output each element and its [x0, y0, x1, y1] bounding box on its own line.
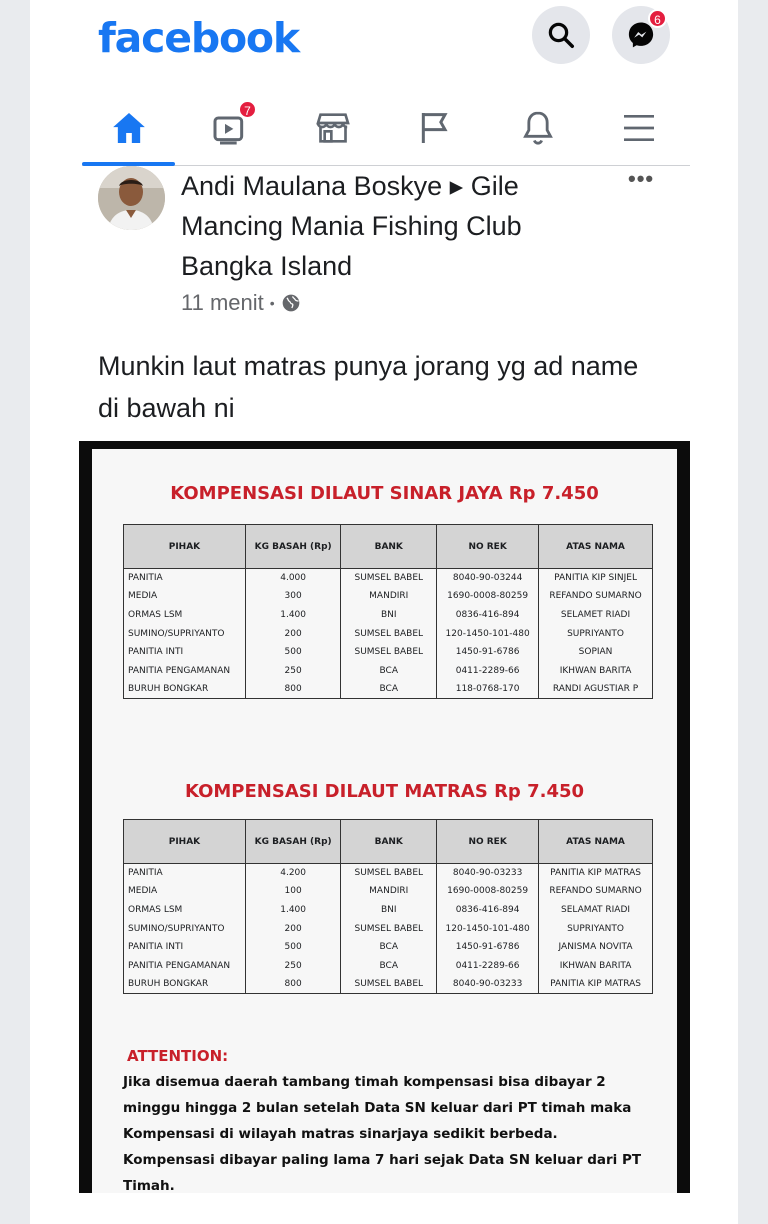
table-cell: 8040-90-03244 [437, 569, 539, 588]
table-cell: MANDIRI [341, 882, 437, 901]
table-row [124, 919, 653, 938]
post-meta [181, 290, 301, 316]
post-options-button[interactable]: ••• [628, 166, 655, 191]
document-sheet [92, 449, 677, 1193]
post-caption: Munkin laut matras punya jorang yg ad name di bawah ni [98, 351, 639, 423]
bell-icon [518, 108, 558, 148]
table-cell: 4.000 [245, 569, 340, 588]
table-cell: IKHWAN BARITA [539, 661, 653, 680]
table-cell: 500 [245, 938, 340, 957]
table2 [123, 819, 653, 994]
profile-photo [98, 166, 165, 230]
table-row [124, 975, 653, 994]
table-cell: BNI [341, 901, 437, 920]
table-cell: SUMINO/SUPRIYANTO [124, 919, 246, 938]
table-cell: 800 [245, 975, 340, 994]
table-cell: 300 [245, 587, 340, 606]
table-cell: MEDIA [124, 882, 246, 901]
table-cell: PANITIA INTI [124, 938, 246, 957]
table-cell: SUMSEL BABEL [341, 864, 437, 883]
table-cell: 200 [245, 919, 340, 938]
table-cell: REFANDO SUMARNO [539, 882, 653, 901]
table-header-row [124, 525, 653, 569]
table-row [124, 587, 653, 606]
globe-icon [281, 293, 301, 313]
table-cell: SUMINO/SUPRIYANTO [124, 624, 246, 643]
table-cell: PANITIA KIP MATRAS [539, 975, 653, 994]
table-cell: BCA [341, 661, 437, 680]
table-row [124, 864, 653, 883]
table-cell: 8040-90-03233 [437, 864, 539, 883]
table-cell: 1.400 [245, 901, 340, 920]
table-row [124, 680, 653, 699]
marketplace-icon [312, 108, 354, 148]
table-cell: SUMSEL BABEL [341, 975, 437, 994]
table-cell: SUPRIYANTO [539, 919, 653, 938]
table-row [124, 624, 653, 643]
table-cell: 120-1450-101-480 [437, 624, 539, 643]
table-cell: 1450-91-6786 [437, 938, 539, 957]
messenger-badge: 6 [648, 9, 667, 28]
table-cell: 250 [245, 956, 340, 975]
table-header-cell: KG BASAH (Rp) [245, 820, 340, 864]
search-icon [546, 20, 576, 50]
table-cell: 0836-416-894 [437, 606, 539, 625]
table-cell: PANITIA INTI [124, 643, 246, 662]
search-button[interactable] [532, 6, 590, 64]
table-cell: 4.200 [245, 864, 340, 883]
facebook-logo[interactable]: facebook [98, 14, 299, 62]
table-header-cell: BANK [341, 820, 437, 864]
table2-title: KOMPENSASI DILAUT MATRAS Rp 7.450 [184, 781, 585, 802]
table-cell: SUMSEL BABEL [341, 569, 437, 588]
table-row [124, 643, 653, 662]
table-cell: 100 [245, 882, 340, 901]
table-cell: 0411-2289-66 [437, 661, 539, 680]
flag-icon [415, 108, 455, 148]
attention-label: ATTENTION: [127, 1047, 229, 1065]
page-margin-right [738, 0, 768, 1224]
table-cell: MEDIA [124, 587, 246, 606]
table-cell: 8040-90-03233 [437, 975, 539, 994]
table-header-cell: PIHAK [124, 820, 246, 864]
nav-watch[interactable] [185, 96, 275, 160]
table-cell: 0836-416-894 [437, 901, 539, 920]
table-cell: ORMAS LSM [124, 901, 246, 920]
table-cell: 250 [245, 661, 340, 680]
table-header-cell: BANK [341, 525, 437, 569]
table-cell: IKHWAN BARITA [539, 956, 653, 975]
table-cell: SELAMAT RIADI [539, 901, 653, 920]
nav-pages[interactable] [390, 96, 480, 160]
meta-separator: • [269, 295, 275, 311]
table-header-cell: ATAS NAMA [539, 820, 653, 864]
table-cell: SUMSEL BABEL [341, 624, 437, 643]
table-row [124, 882, 653, 901]
table-row [124, 606, 653, 625]
messenger-button[interactable] [612, 6, 670, 64]
table-cell: BCA [341, 680, 437, 699]
top-nav [82, 96, 690, 166]
table-cell: 1450-91-6786 [437, 643, 539, 662]
table-header-cell: PIHAK [124, 525, 246, 569]
table-header-cell: KG BASAH (Rp) [245, 525, 340, 569]
watch-badge: 7 [238, 100, 257, 119]
table-cell: PANITIA PENGAMANAN [124, 661, 246, 680]
table-row [124, 661, 653, 680]
page-margin-left [0, 0, 30, 1224]
attention-text: Jika disemua daerah tambang timah kompensasi bisa dibayar 2 minggu hingga 2 bulan setelah Data SN keluar dari PT timah maka Kompensasi di wilayah matras sinarjaya sedikit berbeda. Kompensasi dibayar paling lama 7 hari sejak Data SN keluar dari PT Timah. [123, 1074, 642, 1194]
table-cell: ORMAS LSM [124, 606, 246, 625]
nav-notifications[interactable] [493, 96, 583, 160]
table-cell: 500 [245, 643, 340, 662]
table-cell: 118-0768-170 [437, 680, 539, 699]
table-cell: 1.400 [245, 606, 340, 625]
table-cell: 1690-0008-80259 [437, 882, 539, 901]
table-header-cell: NO REK [437, 820, 539, 864]
table-header-row [124, 820, 653, 864]
table-cell: 200 [245, 624, 340, 643]
table-cell: JANISMA NOVITA [539, 938, 653, 957]
table-cell: PANITIA PENGAMANAN [124, 956, 246, 975]
post-image[interactable] [79, 441, 690, 1193]
avatar[interactable] [98, 166, 165, 230]
table-cell: 800 [245, 680, 340, 699]
post-author[interactable]: Andi Maulana Boskye ▸ Gile Mancing Mania Fishing Club Bangka Island [181, 171, 522, 281]
table-cell: 120-1450-101-480 [437, 919, 539, 938]
table-cell: BURUH BONGKAR [124, 975, 246, 994]
nav-marketplace[interactable] [288, 96, 378, 160]
table-row [124, 901, 653, 920]
table-cell: BCA [341, 938, 437, 957]
table-cell: SUMSEL BABEL [341, 919, 437, 938]
menu-icon [618, 108, 660, 148]
table-cell: 0411-2289-66 [437, 956, 539, 975]
table1 [123, 524, 653, 699]
table-cell: REFANDO SUMARNO [539, 587, 653, 606]
table1-title: KOMPENSASI DILAUT SINAR JAYA Rp 7.450 [170, 483, 599, 504]
nav-home[interactable] [84, 96, 174, 160]
table-cell: SUMSEL BABEL [341, 643, 437, 662]
table-cell: BNI [341, 606, 437, 625]
table-row [124, 956, 653, 975]
table-cell: SELAMET RIADI [539, 606, 653, 625]
table-cell: SOPIAN [539, 643, 653, 662]
table-header-cell: NO REK [437, 525, 539, 569]
table-row [124, 938, 653, 957]
table-cell: BURUH BONGKAR [124, 680, 246, 699]
home-icon [108, 108, 150, 148]
table-cell: PANITIA [124, 569, 246, 588]
table-row [124, 569, 653, 588]
table-cell: PANITIA KIP MATRAS [539, 864, 653, 883]
table-cell: MANDIRI [341, 587, 437, 606]
table-cell: PANITIA KIP SINJEL [539, 569, 653, 588]
bottom-edge [30, 1200, 738, 1224]
table-cell: 1690-0008-80259 [437, 587, 539, 606]
table-cell: BCA [341, 956, 437, 975]
table-header-cell: ATAS NAMA [539, 525, 653, 569]
nav-menu[interactable] [594, 96, 684, 160]
table-cell: SUPRIYANTO [539, 624, 653, 643]
table-cell: RANDI AGUSTIAR P [539, 680, 653, 699]
table-cell: PANITIA [124, 864, 246, 883]
post-time[interactable]: 11 menit [181, 290, 264, 315]
